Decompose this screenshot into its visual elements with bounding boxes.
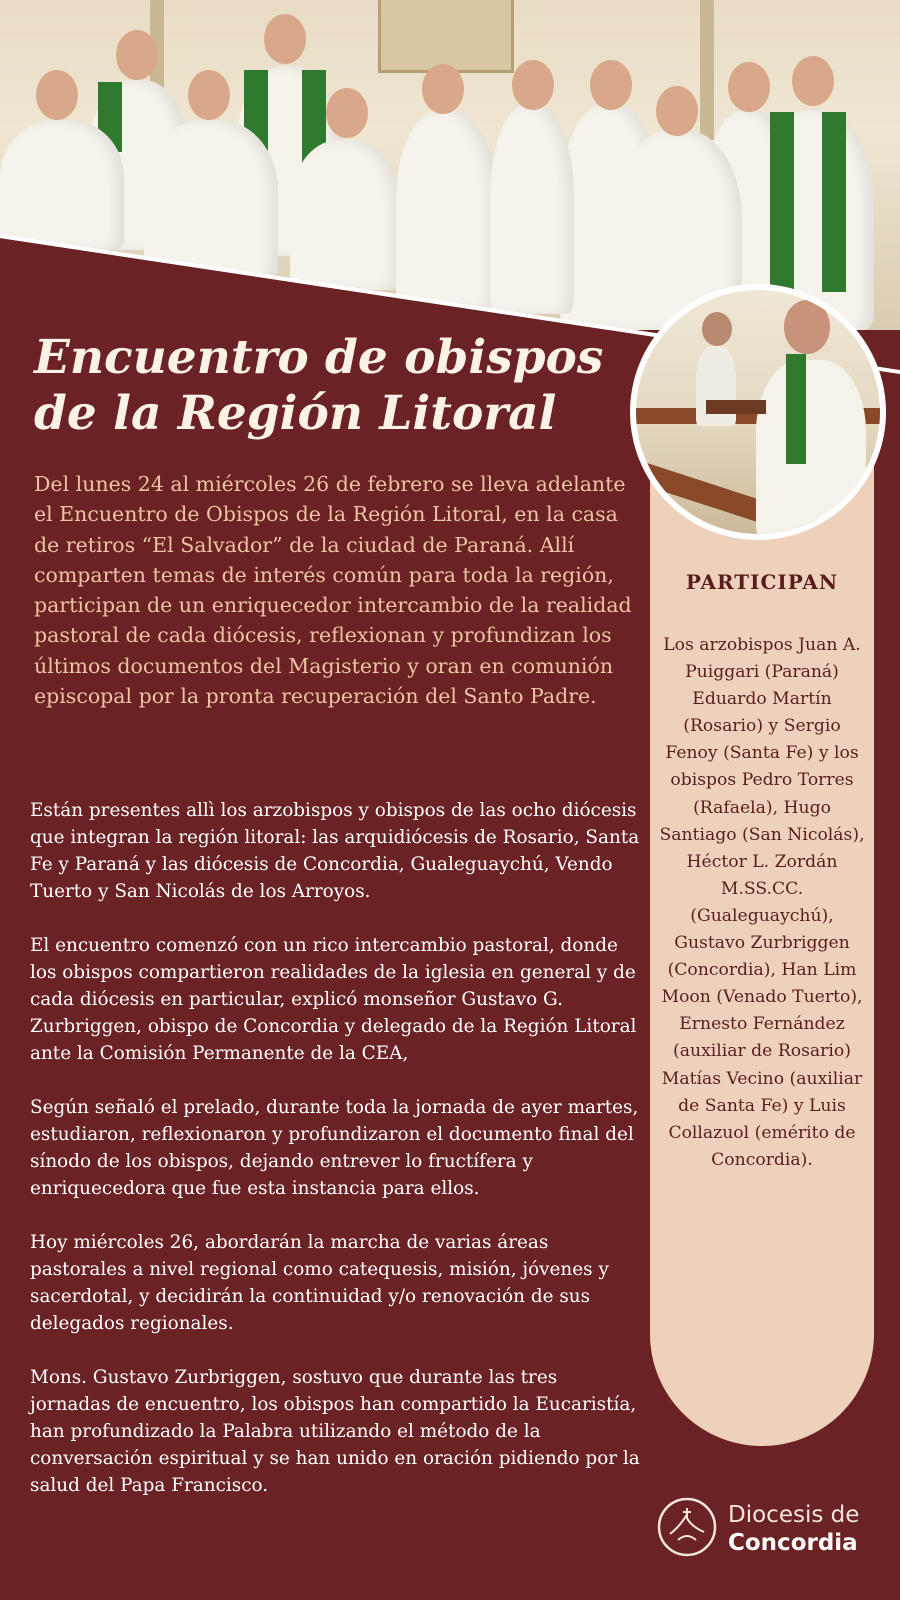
body-paragraph: Hoy miércoles 26, abordarán la marcha de varias áreas pastorales a nivel regional como catequesis, misión, jóvenes y sacerdotal, y decidirán la continuidad y/o renovación de sus delegados regionales. (30, 1232, 609, 1334)
intro-paragraph: Del lunes 24 al miércoles 26 de febrero se lleva adelante el Encuentro de Obispos de la Región Litoral, en la casa de retiros “El Salvador” de la ciudad de Paraná. Allí comparten temas de interés común para toda la región, participan de un enriquecedor intercambio de la realidad pastoral de cada diócesis, reflexionan y profundizan los últimos documentos del Magisterio y oran en comunión episcopal por la pronta recuperación del Santo Padre. (34, 472, 632, 709)
diocese-emblem-icon (656, 1496, 718, 1558)
book-icon (706, 400, 766, 414)
title-line-1: Encuentro de obispos (34, 330, 604, 385)
participants-panel (650, 430, 874, 1446)
body-paragraph: Están presentes allì los arzobispos y obispos de las ocho diócesis que integran la región litoral: las arquidiócesis de Rosario, Santa Fe y Paraná y las diócesis de Concordia, Gualeguaychú, Vendo Tuerto y San Nicolás de los Arroyos. (30, 800, 640, 902)
body-paragraph: Según señaló el prelado, durante toda la jornada de ayer martes, estudiaron, reflexionaron y profundizaron el documento final del sínodo de los obispos, dejando entrever lo fructífera y enriquecedora que fue esta instancia para ellos. (30, 1097, 639, 1199)
bishop-head (702, 312, 732, 346)
body-paragraph: El encuentro comenzó con un rico intercambio pastoral, donde los obispos compartieron realidades de la iglesia en general y de cada diócesis en particular, explicó monseñor Gustavo G. Zurbriggen, obispo de Concordia y delegado de la Región Litoral ante la Comisión Permanente de la CEA, (30, 935, 637, 1064)
green-stole (786, 354, 806, 464)
bishop-head (784, 300, 830, 354)
participants-title: PARTICIPAN (685, 570, 839, 594)
article-body (30, 797, 640, 1526)
diocese-logo (656, 1496, 896, 1562)
logo-line-2: Concordia (728, 1530, 858, 1556)
participants-list: Los arzobispos Juan A. Puiggari (Paraná) Eduardo Martín (Rosario) y Sergio Fenoy (Santa Fe) y los obispos Pedro Torres (Rafaela), Hugo Santiago (San Nicolás), Héctor L. Zordán M.SS.CC. (Gualeguaychú), Gustavo Zurbriggen (Concordia), Han Lim Moon (Venado Tuerto), Ernesto Fernández (auxiliar de Rosario) Matías Vecino (auxiliar de Santa Fe) y Luis Collazuol (emérito de Concordia). (659, 635, 865, 1170)
circle-photo (630, 284, 886, 540)
body-paragraph: Mons. Gustavo Zurbriggen, sostuvo que durante las tres jornadas de encuentro, los obispos han compartido la Eucaristía, han profundizado la Palabra utilizando el método de la conversación espiritual y se han unido en oración pidiendo por la salud del Papa Francisco. (30, 1367, 640, 1496)
page-title (34, 330, 634, 442)
logo-line-1: Diocesis de (728, 1502, 860, 1528)
reading-bishop (756, 360, 866, 540)
title-line-2: de la Región Litoral (34, 386, 557, 441)
background-figure (696, 346, 736, 426)
